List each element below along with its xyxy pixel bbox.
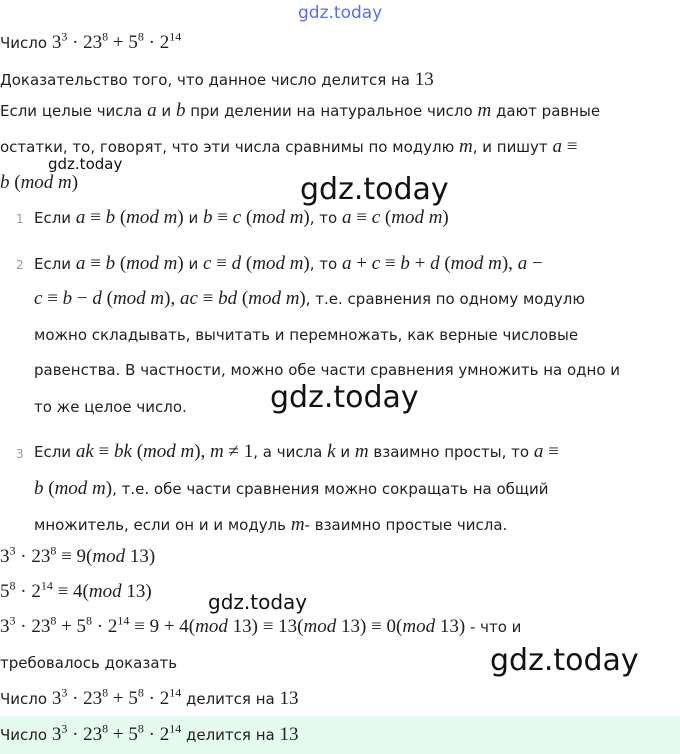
property-item-2-line-5: то же целое число. (34, 398, 187, 416)
item-number: 1 (16, 212, 24, 226)
property-item-2-line-4: равенства. В частности, можно обе части сравнения умножить на одно и (34, 361, 621, 379)
congruence-2: $5^8 \cdot 2^{14} \equiv 4(mod$ 13) (0, 578, 152, 602)
watermark: gdz.today (48, 155, 123, 173)
proof-heading: Доказательство того, что данное число делится на 13 (0, 69, 434, 90)
expression-line: Число $3^3 \cdot 23^8 + 5^8 \cdot 2^{14}$ (0, 29, 182, 53)
definition-line-2: остатки, то, говорят, что эти числа сравнимы по модулю m, и пишут a ≡ (0, 136, 578, 157)
watermark: gdz.today (490, 643, 639, 678)
watermark: gdz.today (300, 172, 449, 207)
watermark: gdz.today (298, 3, 383, 23)
watermark: gdz.today (208, 590, 308, 614)
property-item-3-line-3: множитель, если он и и модуль m- взаимно простые числа. (34, 514, 508, 535)
definition-line-3: b (mod m) (0, 172, 79, 193)
congruence-sum: $3^3 \cdot 23^8 + 5^8 \cdot 2^{14} \equiv 9 + 4(mod$ 13) ≡ 13(mod 13) ≡ 0(mod 13) - что и (0, 613, 522, 637)
property-item-3: Если ak ≡ bk (mod m), m ≠ 1, а числа k и m взаимно просты, то a ≡ (34, 441, 559, 462)
item-number: 3 (16, 447, 24, 461)
property-item-2-line-3: можно складывать, вычитать и перемножать, как верные числовые (34, 326, 579, 344)
answer-line: Число $3^3 \cdot 23^8 + 5^8 \cdot 2^{14}$ делится на 13 (0, 721, 299, 745)
watermark: gdz.today (270, 380, 419, 415)
property-item-3-line-2: b (mod m), т.е. обе части сравнения можно сокращать на общий (34, 478, 549, 499)
property-item-1: Если a ≡ b (mod m) и b ≡ c (mod m), то a ≡ c (mod m) (34, 207, 449, 228)
congruence-sum-tail: требовалось доказать (0, 654, 178, 672)
property-item-2-line-2: c ≡ b − d (mod m), ac ≡ bd (mod m), т.е. сравнения по одному модулю (34, 288, 585, 309)
property-item-2: Если a ≡ b (mod m) и c ≡ d (mod m), то a + c ≡ b + d (mod m), a − (34, 253, 543, 274)
definition-line-1: Если целые числа a и b при делении на натуральное число m дают равные (0, 100, 601, 121)
item-number: 2 (16, 258, 24, 272)
conclusion-line: Число $3^3 \cdot 23^8 + 5^8 \cdot 2^{14}$ делится на 13 (0, 685, 299, 709)
congruence-1: $3^3 \cdot 23^8 \equiv 9(mod$ 13) (0, 543, 156, 567)
